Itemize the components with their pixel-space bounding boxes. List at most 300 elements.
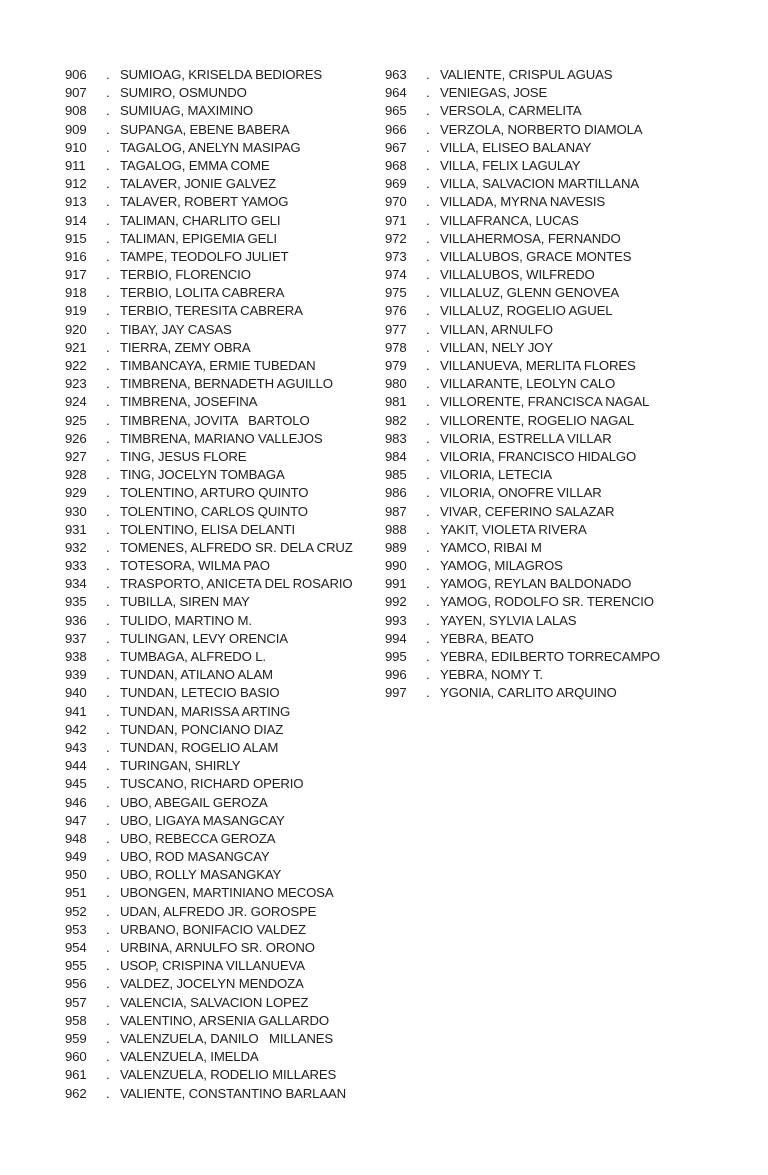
list-item: [385, 66, 660, 84]
entry-name: TAGALOG, ANELYN MASIPAG: [120, 139, 301, 155]
entry-number: 910: [65, 139, 87, 155]
list-item: [65, 1048, 353, 1066]
entry-number: 993: [385, 612, 407, 628]
list-item: [65, 102, 353, 120]
entry-number: 994: [385, 630, 407, 646]
entry-separator: .: [106, 721, 110, 737]
list-item: [385, 139, 660, 157]
list-item: [385, 175, 660, 193]
list-item: [385, 84, 660, 102]
entry-name: VALENCIA, SALVACION LOPEZ: [120, 994, 309, 1010]
entry-name: VALIENTE, CONSTANTINO BARLAAN: [120, 1085, 346, 1101]
entry-separator: .: [426, 248, 430, 264]
entry-number: 933: [65, 558, 87, 574]
entry-name: UBO, REBECCA GEROZA: [120, 830, 276, 846]
list-item: [385, 393, 660, 411]
entry-name: TUNDAN, ATILANO ALAM: [120, 667, 273, 683]
entry-number: 991: [385, 576, 407, 592]
entry-name: VILLADA, MYRNA NAVESIS: [440, 194, 606, 210]
entry-number: 953: [65, 921, 87, 937]
entry-name: YAMOG, RODOLFO SR. TERENCIO: [440, 594, 654, 610]
entry-number: 911: [65, 157, 86, 173]
entry-separator: .: [426, 358, 430, 373]
entry-separator: .: [106, 267, 110, 283]
entry-name: TOTESORA, WILMA PAO: [120, 558, 270, 574]
entry-separator: .: [106, 230, 110, 246]
entry-number: 969: [385, 176, 407, 192]
entry-separator: .: [106, 139, 110, 155]
entry-name: VALENZUELA, DANILO MILLANES: [120, 1030, 334, 1046]
list-item: [65, 393, 353, 411]
list-item: [385, 121, 660, 139]
entry-number: 935: [65, 594, 87, 610]
entry-number: 962: [65, 1085, 87, 1101]
entry-separator: .: [426, 85, 430, 101]
entry-separator: .: [106, 303, 110, 319]
entry-number: 983: [385, 430, 407, 446]
entry-number: 944: [65, 758, 87, 774]
entry-separator: .: [426, 485, 430, 501]
entry-name: TALIMAN, EPIGEMIA GELI: [120, 230, 277, 246]
entry-separator: .: [106, 448, 110, 464]
entry-number: 995: [385, 649, 407, 664]
entry-separator: .: [106, 503, 110, 519]
entry-name: TOLENTINO, ARTURO QUINTO: [120, 485, 309, 501]
entry-number: 924: [65, 394, 87, 410]
entry-name: SUMIUAG, MAXIMINO: [120, 103, 253, 119]
entry-separator: .: [106, 1085, 110, 1101]
entry-name: TOLENTINO, ELISA DELANTI: [120, 521, 295, 537]
entry-name: YGONIA, CARLITO ARQUINO: [440, 685, 617, 701]
entry-separator: .: [106, 467, 110, 483]
list-item: [385, 284, 660, 302]
entry-name: TOMENES, ALFREDO SR. DELA CRUZ: [120, 539, 353, 555]
entry-separator: .: [106, 794, 110, 810]
list-item: [385, 539, 660, 557]
entry-number: 912: [65, 176, 87, 192]
list-item: [385, 157, 660, 175]
entry-number: 928: [65, 467, 87, 483]
entry-number: 922: [65, 358, 87, 373]
list-item: [65, 975, 353, 993]
entry-separator: .: [106, 667, 110, 683]
entry-name: VILLORENTE, FRANCISCA NAGAL: [440, 394, 650, 410]
entry-number: 986: [385, 485, 407, 501]
entry-number: 970: [385, 194, 407, 210]
entry-number: 920: [65, 321, 87, 337]
entry-separator: .: [106, 612, 110, 628]
entry-separator: .: [426, 121, 430, 137]
entry-name: TUMBAGA, ALFREDO L.: [120, 649, 266, 664]
entry-separator: .: [426, 521, 430, 537]
list-item: [65, 484, 353, 502]
entry-name: VILLALUZ, ROGELIO AGUEL: [440, 303, 613, 319]
entry-name: TULINGAN, LEVY ORENCIA: [120, 630, 288, 646]
entry-name: TERBIO, TERESITA CABRERA: [120, 303, 303, 319]
entry-separator: .: [106, 739, 110, 755]
entry-number: 988: [385, 521, 407, 537]
entry-number: 975: [385, 285, 407, 301]
entry-name: TAMPE, TEODOLFO JULIET: [120, 248, 289, 264]
list-item: [65, 339, 353, 357]
entry-name: YEBRA, EDILBERTO TORRECAMPO: [440, 649, 660, 664]
entry-number: 926: [65, 430, 87, 446]
entry-separator: .: [106, 703, 110, 719]
entry-name: TIMBRENA, BERNADETH AGUILLO: [120, 376, 333, 392]
entry-separator: .: [106, 321, 110, 337]
entry-number: 957: [65, 994, 87, 1010]
list-item: [65, 630, 353, 648]
entry-number: 961: [65, 1067, 87, 1083]
entry-separator: .: [106, 103, 110, 119]
list-item: [65, 248, 353, 266]
entry-name: TUNDAN, MARISSA ARTING: [120, 703, 291, 719]
entry-separator: .: [106, 812, 110, 828]
list-item: [385, 375, 660, 393]
list-item: [65, 903, 353, 921]
entry-separator: .: [106, 758, 110, 774]
list-item: [385, 430, 660, 448]
entry-separator: .: [426, 576, 430, 592]
list-item: [65, 648, 353, 666]
entry-name: VIVAR, CEFERINO SALAZAR: [440, 503, 615, 519]
entry-separator: .: [106, 121, 110, 137]
name-list-column-left: [65, 66, 353, 1103]
list-item: [385, 448, 660, 466]
entry-name: VILLAN, ARNULFO: [440, 321, 553, 337]
list-item: [65, 212, 353, 230]
entry-name: VILORIA, ESTRELLA VILLAR: [440, 430, 612, 446]
entry-number: 968: [385, 157, 407, 173]
list-item: [65, 593, 353, 611]
entry-separator: .: [106, 558, 110, 574]
entry-number: 963: [385, 67, 407, 82]
list-item: [65, 1030, 353, 1048]
list-item: [65, 1012, 353, 1030]
list-item: [385, 357, 660, 375]
entry-name: UBO, ROLLY MASANGKAY: [120, 867, 282, 883]
entry-name: VILLA, ELISEO BALANAY: [440, 139, 592, 155]
entry-name: TOLENTINO, CARLOS QUINTO: [120, 503, 308, 519]
entry-name: UBONGEN, MARTINIANO MECOSA: [120, 885, 334, 901]
entry-name: UDAN, ALFREDO JR. GOROSPE: [120, 903, 317, 919]
entry-number: 989: [385, 539, 407, 555]
entry-number: 997: [385, 685, 407, 701]
entry-number: 914: [65, 212, 87, 228]
list-item: [385, 684, 660, 702]
entry-name: VILLALUZ, GLENN GENOVEA: [440, 285, 620, 301]
entry-separator: .: [106, 194, 110, 210]
entry-separator: .: [426, 539, 430, 555]
entry-number: 966: [385, 121, 407, 137]
entry-number: 938: [65, 649, 87, 664]
list-item: [65, 848, 353, 866]
list-item: [385, 193, 660, 211]
entry-name: VILLORENTE, ROGELIO NAGAL: [440, 412, 635, 428]
list-item: [65, 539, 353, 557]
entry-number: 909: [65, 121, 87, 137]
entry-separator: .: [106, 1049, 110, 1065]
list-item: [385, 321, 660, 339]
entry-separator: .: [426, 230, 430, 246]
list-item: [65, 230, 353, 248]
list-item: [65, 375, 353, 393]
entry-name: YAYEN, SYLVIA LALAS: [440, 612, 577, 628]
entry-name: USOP, CRISPINA VILLANUEVA: [120, 958, 305, 974]
list-item: [385, 575, 660, 593]
entry-number: 971: [385, 212, 407, 228]
entry-name: VILLA, FELIX LAGULAY: [440, 157, 581, 173]
list-item: [65, 321, 353, 339]
entry-separator: .: [106, 776, 110, 792]
entry-separator: .: [426, 503, 430, 519]
entry-separator: .: [426, 558, 430, 574]
list-item: [65, 830, 353, 848]
entry-number: 959: [65, 1030, 87, 1046]
entry-name: TALIMAN, CHARLITO GELI: [120, 212, 281, 228]
entry-number: 992: [385, 594, 407, 610]
list-item: [385, 593, 660, 611]
entry-number: 951: [65, 885, 87, 901]
entry-name: UBO, ROD MASANGCAY: [120, 849, 270, 865]
entry-number: 984: [385, 448, 407, 464]
entry-separator: .: [106, 394, 110, 410]
entry-separator: .: [106, 630, 110, 646]
list-item: [65, 121, 353, 139]
list-item: [65, 721, 353, 739]
entry-number: 977: [385, 321, 407, 337]
entry-name: TING, JESUS FLORE: [120, 448, 247, 464]
entry-number: 907: [65, 85, 87, 101]
entry-separator: .: [106, 867, 110, 883]
entry-name: TIMBRENA, JOVITA BARTOLO: [120, 412, 310, 428]
entry-number: 921: [65, 339, 87, 355]
entry-number: 941: [65, 703, 87, 719]
list-item: [385, 212, 660, 230]
entry-separator: .: [426, 594, 430, 610]
list-item: [385, 466, 660, 484]
entry-name: TALAVER, JONIE GALVEZ: [120, 176, 276, 192]
entry-name: VERZOLA, NORBERTO DIAMOLA: [440, 121, 643, 137]
entry-number: 960: [65, 1049, 87, 1065]
entry-separator: .: [426, 157, 430, 173]
entry-separator: .: [426, 649, 430, 664]
list-item: [65, 357, 353, 375]
entry-number: 958: [65, 1012, 87, 1028]
list-item: [65, 266, 353, 284]
entry-separator: .: [106, 1012, 110, 1028]
entry-number: 946: [65, 794, 87, 810]
entry-separator: .: [426, 267, 430, 283]
entry-number: 985: [385, 467, 407, 483]
entry-name: VALENTINO, ARSENIA GALLARDO: [120, 1012, 329, 1028]
list-item: [385, 630, 660, 648]
list-item: [65, 521, 353, 539]
entry-separator: .: [426, 194, 430, 210]
entry-separator: .: [106, 539, 110, 555]
entry-name: TIMBRENA, MARIANO VALLEJOS: [120, 430, 323, 446]
entry-number: 956: [65, 976, 87, 992]
list-item: [385, 503, 660, 521]
entry-number: 932: [65, 539, 87, 555]
entry-name: VERSOLA, CARMELITA: [440, 103, 582, 119]
name-list-column-right: [385, 66, 660, 703]
list-item: [65, 812, 353, 830]
entry-separator: .: [106, 521, 110, 537]
entry-number: 965: [385, 103, 407, 119]
list-item: [385, 248, 660, 266]
entry-name: VILLALUBOS, WILFREDO: [440, 267, 595, 283]
entry-separator: .: [106, 339, 110, 355]
list-item: [385, 230, 660, 248]
entry-separator: .: [426, 685, 430, 701]
entry-name: TUNDAN, LETECIO BASIO: [120, 685, 280, 701]
entry-separator: .: [426, 339, 430, 355]
list-item: [385, 302, 660, 320]
entry-number: 947: [65, 812, 87, 828]
entry-separator: .: [426, 212, 430, 228]
entry-separator: .: [426, 103, 430, 119]
list-item: [65, 412, 353, 430]
list-item: [65, 302, 353, 320]
list-item: [65, 84, 353, 102]
entry-name: VALIENTE, CRISPUL AGUAS: [440, 67, 613, 82]
entry-name: VILLAFRANCA, LUCAS: [440, 212, 579, 228]
entry-number: 945: [65, 776, 87, 792]
list-item: [385, 557, 660, 575]
entry-number: 931: [65, 521, 87, 537]
entry-number: 916: [65, 248, 87, 264]
entry-number: 955: [65, 958, 87, 974]
list-item: [65, 193, 353, 211]
entry-separator: .: [426, 285, 430, 301]
entry-number: 973: [385, 248, 407, 264]
entry-separator: .: [426, 612, 430, 628]
entry-separator: .: [426, 430, 430, 446]
list-item: [385, 102, 660, 120]
entry-name: YAMCO, RIBAI M: [440, 539, 542, 555]
entry-separator: .: [106, 358, 110, 373]
entry-number: 936: [65, 612, 87, 628]
entry-name: TUNDAN, ROGELIO ALAM: [120, 739, 279, 755]
entry-number: 964: [385, 85, 407, 101]
entry-name: TULIDO, MARTINO M.: [120, 612, 252, 628]
entry-separator: .: [106, 885, 110, 901]
entry-name: TING, JOCELYN TOMBAGA: [120, 467, 285, 483]
entry-separator: .: [106, 248, 110, 264]
entry-name: TUNDAN, PONCIANO DIAZ: [120, 721, 284, 737]
entry-number: 913: [65, 194, 87, 210]
entry-name: VENIEGAS, JOSE: [440, 85, 548, 101]
entry-name: SUMIRO, OSMUNDO: [120, 85, 247, 101]
entry-separator: .: [426, 303, 430, 319]
entry-name: UBO, ABEGAIL GEROZA: [120, 794, 268, 810]
entry-name: TUBILLA, SIREN MAY: [120, 594, 250, 610]
list-item: [65, 175, 353, 193]
list-item: [65, 284, 353, 302]
entry-separator: .: [106, 85, 110, 101]
list-item: [65, 503, 353, 521]
entry-number: 925: [65, 412, 87, 428]
entry-number: 917: [65, 267, 87, 283]
entry-name: VILORIA, FRANCISCO HIDALGO: [440, 448, 637, 464]
list-item: [65, 703, 353, 721]
entry-number: 972: [385, 230, 407, 246]
entry-number: 934: [65, 576, 87, 592]
entry-separator: .: [426, 176, 430, 192]
entry-separator: .: [106, 594, 110, 610]
list-item: [65, 921, 353, 939]
entry-name: URBINA, ARNULFO SR. ORONO: [120, 940, 315, 955]
entry-separator: .: [426, 139, 430, 155]
entry-number: 940: [65, 685, 87, 701]
list-item: [65, 994, 353, 1012]
entry-name: TUSCANO, RICHARD OPERIO: [120, 776, 304, 792]
entry-name: YAMOG, REYLAN BALDONADO: [440, 576, 632, 592]
entry-number: 943: [65, 739, 87, 755]
list-item: [385, 339, 660, 357]
list-item: [65, 612, 353, 630]
entry-number: 950: [65, 867, 87, 883]
entry-number: 978: [385, 339, 407, 355]
entry-separator: .: [106, 958, 110, 974]
entry-number: 952: [65, 903, 87, 919]
entry-separator: .: [106, 285, 110, 301]
entry-number: 976: [385, 303, 407, 319]
entry-separator: .: [106, 903, 110, 919]
entry-name: URBANO, BONIFACIO VALDEZ: [120, 921, 306, 937]
entry-name: VALENZUELA, RODELIO MILLARES: [120, 1067, 337, 1083]
entry-separator: .: [106, 485, 110, 501]
entry-name: VILLANUEVA, MERLITA FLORES: [440, 358, 636, 373]
list-item: [385, 266, 660, 284]
list-item: [65, 430, 353, 448]
entry-number: 930: [65, 503, 87, 519]
entry-separator: .: [106, 685, 110, 701]
entry-name: VALDEZ, JOCELYN MENDOZA: [120, 976, 304, 992]
entry-name: TIBAY, JAY CASAS: [120, 321, 232, 337]
entry-number: 929: [65, 485, 87, 501]
list-item: [65, 757, 353, 775]
entry-number: 908: [65, 103, 87, 119]
entry-number: 954: [65, 940, 87, 955]
entry-number: 906: [65, 67, 87, 82]
entry-number: 918: [65, 285, 87, 301]
entry-name: YEBRA, NOMY T.: [440, 667, 543, 683]
entry-number: 949: [65, 849, 87, 865]
entry-name: TIMBANCAYA, ERMIE TUBEDAN: [120, 358, 316, 373]
entry-name: TAGALOG, EMMA COME: [120, 157, 270, 173]
entry-number: 967: [385, 139, 407, 155]
entry-name: VILLAN, NELY JOY: [440, 339, 553, 355]
entry-separator: .: [106, 921, 110, 937]
list-item: [385, 484, 660, 502]
entry-name: VILLALUBOS, GRACE MONTES: [440, 248, 632, 264]
list-item: [65, 557, 353, 575]
entry-separator: .: [106, 849, 110, 865]
entry-number: 942: [65, 721, 87, 737]
entry-separator: .: [106, 830, 110, 846]
entry-separator: .: [426, 412, 430, 428]
entry-separator: .: [426, 667, 430, 683]
entry-number: 990: [385, 558, 407, 574]
list-item: [65, 1066, 353, 1084]
entry-name: VILORIA, ONOFRE VILLAR: [440, 485, 602, 501]
entry-name: YAMOG, MILAGROS: [440, 558, 563, 574]
entry-name: SUPANGA, EBENE BABERA: [120, 121, 290, 137]
entry-separator: .: [106, 1030, 110, 1046]
entry-separator: .: [106, 412, 110, 428]
